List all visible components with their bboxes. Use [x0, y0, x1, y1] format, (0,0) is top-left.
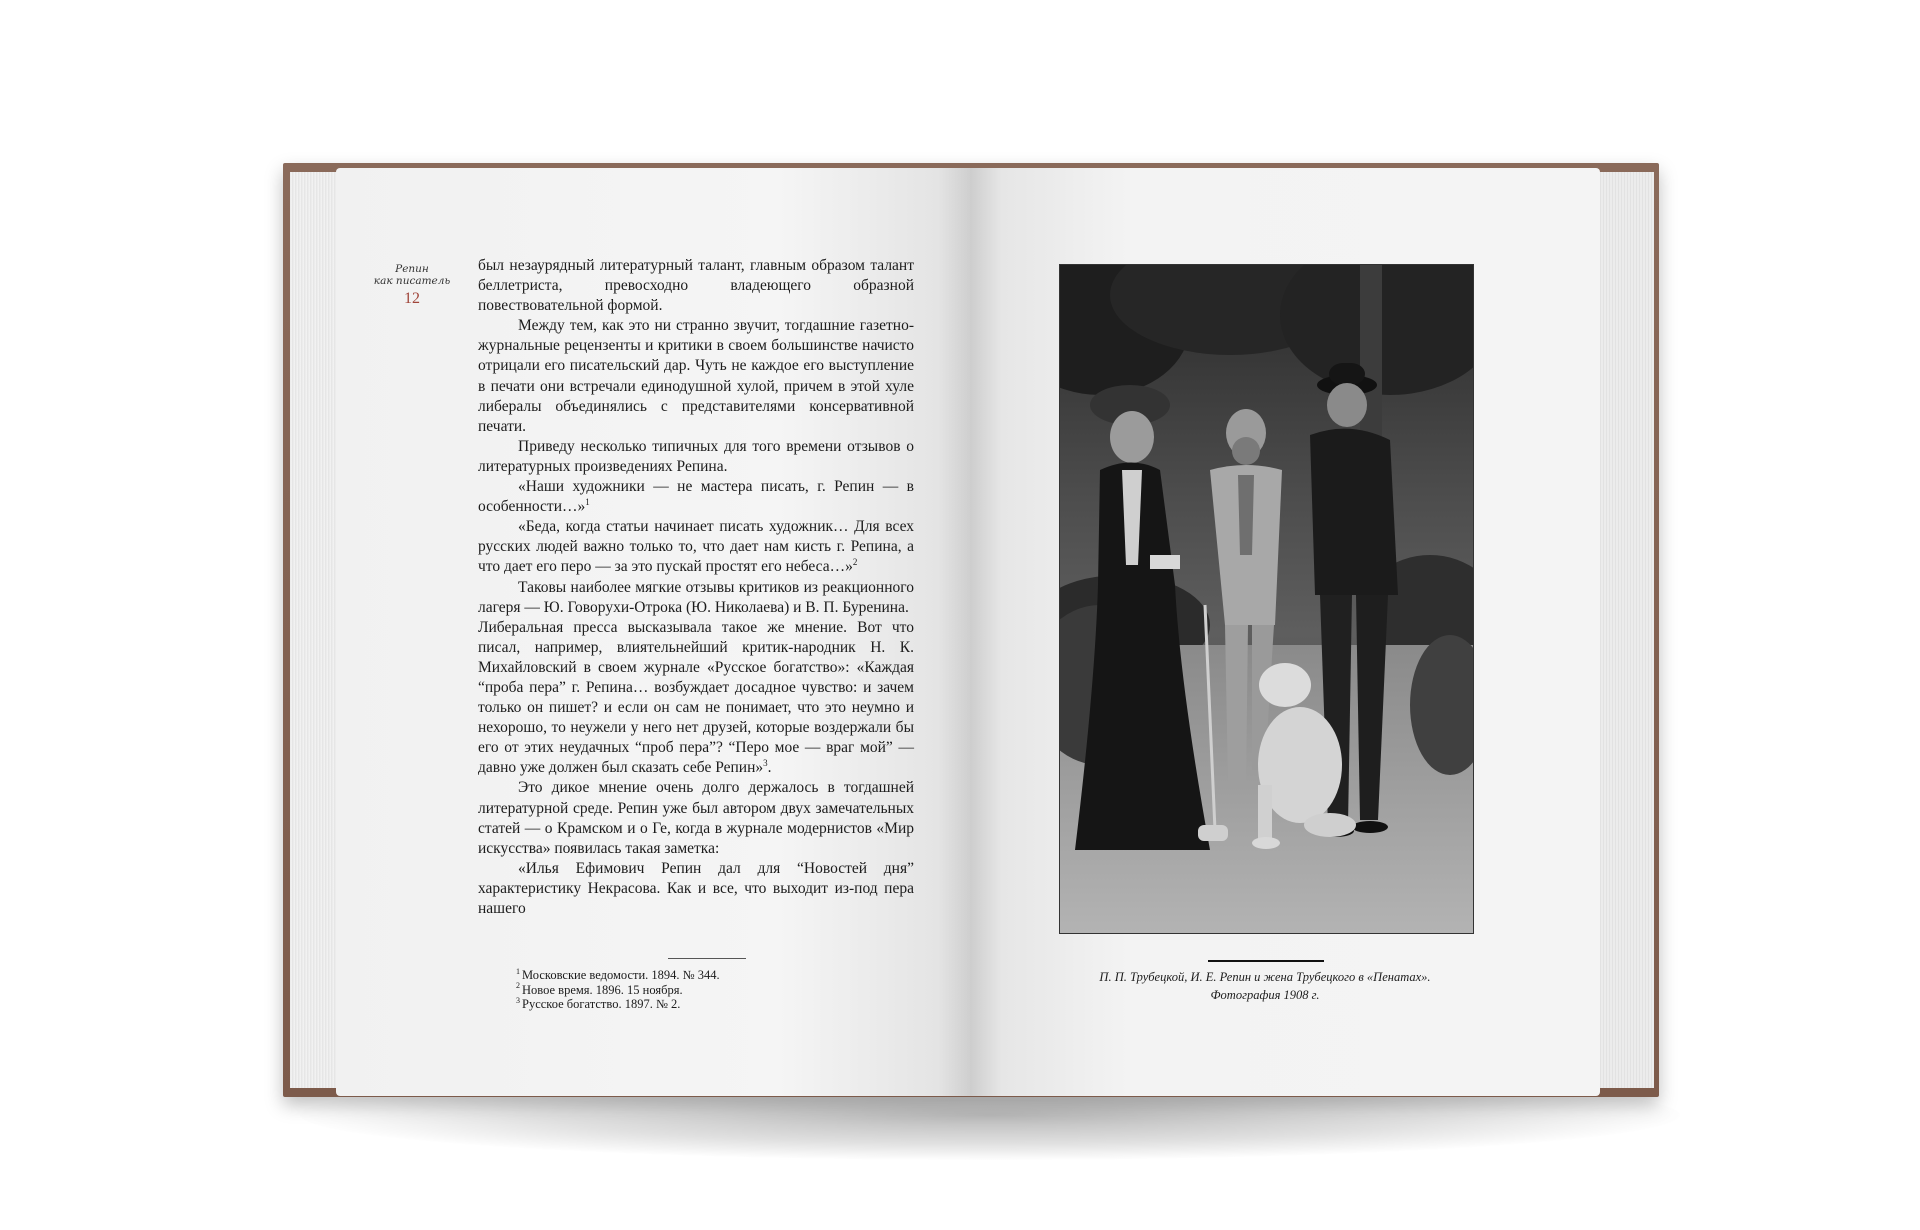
paragraph-text: Между тем, как это ни странно звучит, тогдашние газетно-журнальные рецензенты и критики в своем большинстве начисто отрицали его писательский дар. Чуть не каждое его выступление в печати они встречали единодушной хулой, причем в этой хуле либералы объединялись с представителями консервативной печати. [478, 317, 914, 435]
paragraph-text: «Наши художники — не мастера писать, г. Репин — в особенности…» [478, 478, 914, 516]
footnote-number: 1 [516, 966, 520, 976]
footnote [516, 968, 816, 983]
page-edges-right [1600, 172, 1654, 1088]
body-paragraph [478, 316, 914, 437]
footnote-number: 3 [516, 995, 520, 1005]
body-paragraph [478, 578, 914, 618]
running-head-line1: Репин [395, 263, 429, 275]
page-edges-left [290, 172, 340, 1088]
body-paragraph [478, 618, 914, 779]
body-paragraph [478, 778, 914, 858]
footnote-text: Новое время. 1896. 15 ноября. [522, 982, 683, 997]
paragraph-tail: . [767, 759, 772, 777]
photograph [1059, 264, 1474, 934]
right-page [970, 168, 1600, 1096]
paragraph-text: «Илья Ефимович Репин дал для “Новостей дня” характеристику Некрасова. Как и все, что выходит из-под пера нашего [478, 859, 914, 917]
running-head [366, 263, 458, 287]
paragraph-text: Таковы наиболее мягкие отзывы критиков из реакционного лагеря — Ю. Говорухи-Отрока (Ю. Николаева) и В. П. Буренина. [478, 578, 914, 616]
photograph-image [1060, 265, 1473, 933]
left-page [336, 168, 970, 1096]
running-head-line2: как писатель [373, 275, 451, 287]
footnote [516, 983, 816, 998]
footnote-number: 2 [516, 981, 520, 991]
body-paragraph [478, 859, 914, 919]
paragraph-text: Это дикое мнение очень долго держалось в тогдашней литературной среде. Репин уже был автором двух замечательных статей — о Крамском и о Ге, когда в журнале модернистов «Мир искусства» появилась такая заметка: [478, 779, 914, 857]
page-number: 12 [404, 290, 420, 307]
footnote-text: Русское богатство. 1897. № 2. [522, 997, 681, 1011]
paragraph-text: был незаурядный литературный талант, главным образом талант беллетриста, превосходно владеющего образной повествовательной формой. [478, 257, 914, 315]
paragraph-text: «Беда, когда статьи начинает писать художник… Для всех русских людей важно только то, что дает нам кисть г. Репина, а что дает его перо — за это пускай простят его небеса…» [478, 518, 914, 576]
paragraph-text: Либеральная пресса высказывала такое же мнение. Вот что писал, например, влиятельнейший критик-народник Н. К. Михайловский в своем журнале «Русское богатство»: «Каждая “проба пера” г. Репина… возбуждает досадное чувство: и зачем только он пишет? и если он сам не понимает, что это неумно и нехорошо, то неужели у него нет друзей, которые воздержали бы его от этих неудачных “проб пера”? “Перо мое — враг мой” — давно уже должен был сказать себе Репин» [478, 618, 914, 777]
footnote-text: Московские ведомости. 1894. № 344. [522, 968, 720, 982]
body-paragraph [478, 437, 914, 477]
paragraph-text: Приведу несколько типичных для того времени отзывов о литературных произведениях Репина. [478, 437, 914, 475]
body-paragraph [478, 256, 914, 316]
footnote-rule [668, 958, 746, 959]
footnotes [516, 968, 816, 1012]
caption-line1: П. П. Трубецкой, И. Е. Репин и жена Трубецкого в «Пенатах». [1099, 970, 1431, 984]
footnote-ref: 3 [763, 758, 768, 769]
body-text [478, 256, 914, 919]
footnote-ref: 2 [852, 557, 858, 568]
body-paragraph [478, 517, 914, 577]
photo-caption [1050, 968, 1480, 1004]
footnote [516, 997, 816, 1012]
caption-line2: Фотография 1908 г. [1210, 988, 1320, 1002]
caption-rule [1208, 960, 1324, 962]
body-paragraph [478, 477, 914, 517]
footnote-ref: 1 [585, 496, 590, 507]
